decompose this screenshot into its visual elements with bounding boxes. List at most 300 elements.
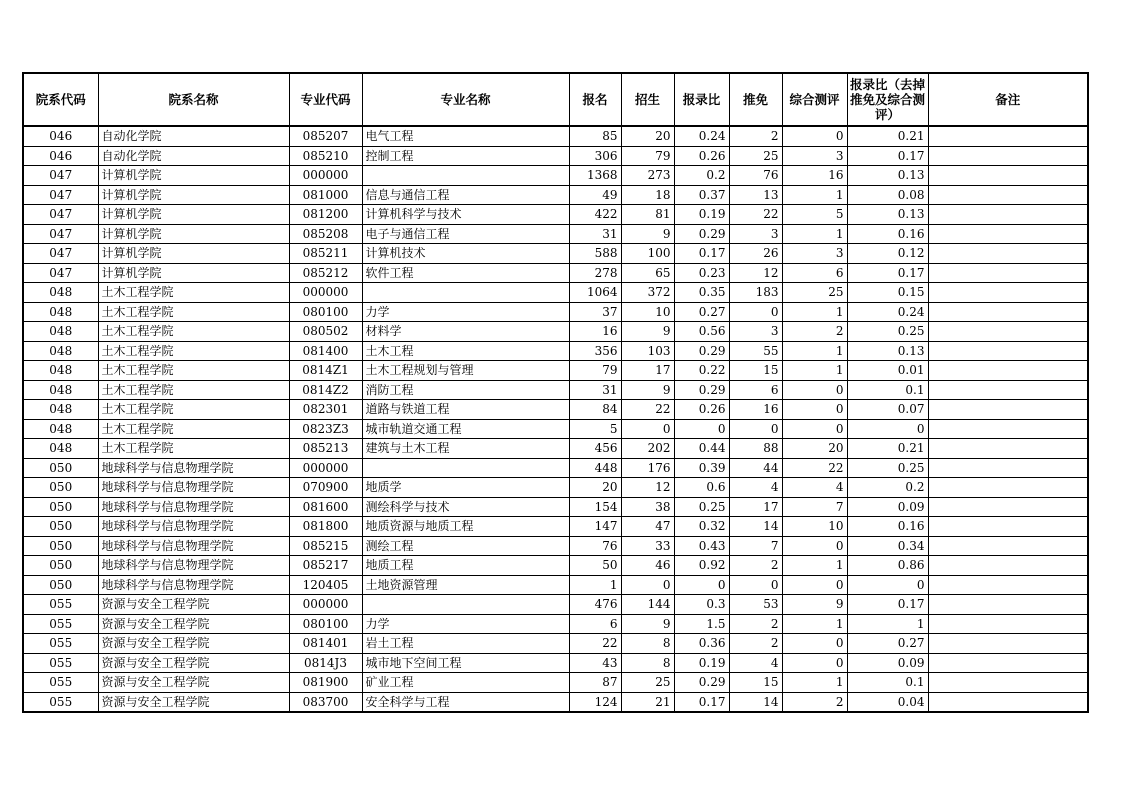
cell-dept-name: 计算机学院 bbox=[98, 244, 289, 264]
cell-major-code: 070900 bbox=[289, 478, 362, 498]
cell-admitted: 372 bbox=[621, 283, 674, 303]
cell-ratio-adjusted: 0.09 bbox=[847, 653, 928, 673]
cell-ratio: 0 bbox=[674, 419, 729, 439]
cell-comprehensive: 22 bbox=[782, 458, 847, 478]
cell-ratio-adjusted: 0.08 bbox=[847, 185, 928, 205]
cell-applicants: 31 bbox=[569, 380, 621, 400]
cell-dept-name: 土木工程学院 bbox=[98, 341, 289, 361]
table-row bbox=[23, 400, 1088, 420]
cell-major-name: 材料学 bbox=[362, 322, 569, 342]
cell-comprehensive: 1 bbox=[782, 302, 847, 322]
cell-dept-name: 土木工程学院 bbox=[98, 322, 289, 342]
cell-applicants: 448 bbox=[569, 458, 621, 478]
cell-comprehensive: 9 bbox=[782, 595, 847, 615]
cell-admitted: 25 bbox=[621, 673, 674, 693]
cell-dept-code: 055 bbox=[23, 692, 98, 712]
cell-major-name: 土木工程 bbox=[362, 341, 569, 361]
cell-major-name: 城市地下空间工程 bbox=[362, 653, 569, 673]
cell-ratio-adjusted: 0.21 bbox=[847, 439, 928, 459]
cell-admitted: 12 bbox=[621, 478, 674, 498]
cell-remarks bbox=[928, 380, 1088, 400]
table-row bbox=[23, 380, 1088, 400]
cell-recommended: 16 bbox=[729, 400, 782, 420]
cell-major-name: 测绘科学与技术 bbox=[362, 497, 569, 517]
cell-recommended: 2 bbox=[729, 126, 782, 146]
table-row bbox=[23, 439, 1088, 459]
table-row bbox=[23, 263, 1088, 283]
cell-major-name: 道路与铁道工程 bbox=[362, 400, 569, 420]
cell-applicants: 6 bbox=[569, 614, 621, 634]
cell-ratio-adjusted: 0 bbox=[847, 419, 928, 439]
cell-remarks bbox=[928, 185, 1088, 205]
table-row bbox=[23, 634, 1088, 654]
cell-dept-name: 地球科学与信息物理学院 bbox=[98, 575, 289, 595]
cell-remarks bbox=[928, 263, 1088, 283]
table-row bbox=[23, 575, 1088, 595]
cell-major-name: 力学 bbox=[362, 302, 569, 322]
table-row bbox=[23, 478, 1088, 498]
cell-major-code: 085211 bbox=[289, 244, 362, 264]
cell-major-code: 085215 bbox=[289, 536, 362, 556]
cell-major-name bbox=[362, 595, 569, 615]
cell-dept-name: 资源与安全工程学院 bbox=[98, 692, 289, 712]
cell-remarks bbox=[928, 614, 1088, 634]
cell-major-code: 083700 bbox=[289, 692, 362, 712]
header-recommended: 推免 bbox=[729, 73, 782, 126]
cell-major-code: 000000 bbox=[289, 595, 362, 615]
table-row bbox=[23, 361, 1088, 381]
cell-admitted: 9 bbox=[621, 380, 674, 400]
cell-comprehensive: 25 bbox=[782, 283, 847, 303]
cell-major-name: 电气工程 bbox=[362, 126, 569, 146]
cell-applicants: 306 bbox=[569, 146, 621, 166]
cell-admitted: 8 bbox=[621, 653, 674, 673]
header-ratio: 报录比 bbox=[674, 73, 729, 126]
cell-recommended: 4 bbox=[729, 653, 782, 673]
cell-major-code: 080502 bbox=[289, 322, 362, 342]
cell-applicants: 588 bbox=[569, 244, 621, 264]
cell-major-name bbox=[362, 166, 569, 186]
cell-dept-code: 050 bbox=[23, 497, 98, 517]
cell-ratio: 0.32 bbox=[674, 517, 729, 537]
cell-applicants: 22 bbox=[569, 634, 621, 654]
cell-ratio-adjusted: 0.12 bbox=[847, 244, 928, 264]
table-body bbox=[23, 126, 1088, 712]
cell-ratio: 0.24 bbox=[674, 126, 729, 146]
cell-ratio-adjusted: 0.07 bbox=[847, 400, 928, 420]
cell-ratio-adjusted: 0.86 bbox=[847, 556, 928, 576]
cell-major-name: 土木工程规划与管理 bbox=[362, 361, 569, 381]
cell-major-code: 085208 bbox=[289, 224, 362, 244]
cell-comprehensive: 0 bbox=[782, 634, 847, 654]
cell-recommended: 0 bbox=[729, 575, 782, 595]
cell-dept-code: 050 bbox=[23, 478, 98, 498]
cell-comprehensive: 1 bbox=[782, 224, 847, 244]
cell-major-code: 085210 bbox=[289, 146, 362, 166]
cell-ratio: 0.6 bbox=[674, 478, 729, 498]
cell-major-code: 080100 bbox=[289, 614, 362, 634]
cell-ratio-adjusted: 0.13 bbox=[847, 166, 928, 186]
cell-major-code: 000000 bbox=[289, 166, 362, 186]
cell-admitted: 18 bbox=[621, 185, 674, 205]
cell-ratio: 0.26 bbox=[674, 146, 729, 166]
cell-major-code: 085212 bbox=[289, 263, 362, 283]
cell-ratio-adjusted: 0.21 bbox=[847, 126, 928, 146]
cell-ratio: 0.22 bbox=[674, 361, 729, 381]
cell-major-code: 081800 bbox=[289, 517, 362, 537]
cell-dept-code: 047 bbox=[23, 166, 98, 186]
cell-recommended: 3 bbox=[729, 322, 782, 342]
header-major-code: 专业代码 bbox=[289, 73, 362, 126]
cell-ratio-adjusted: 0.27 bbox=[847, 634, 928, 654]
cell-ratio: 0.36 bbox=[674, 634, 729, 654]
cell-admitted: 273 bbox=[621, 166, 674, 186]
cell-dept-name: 计算机学院 bbox=[98, 263, 289, 283]
cell-major-name bbox=[362, 458, 569, 478]
cell-major-code: 085207 bbox=[289, 126, 362, 146]
cell-comprehensive: 5 bbox=[782, 205, 847, 225]
cell-remarks bbox=[928, 575, 1088, 595]
cell-remarks bbox=[928, 224, 1088, 244]
cell-ratio: 0.29 bbox=[674, 224, 729, 244]
cell-remarks bbox=[928, 458, 1088, 478]
cell-admitted: 46 bbox=[621, 556, 674, 576]
cell-major-code: 085217 bbox=[289, 556, 362, 576]
cell-remarks bbox=[928, 439, 1088, 459]
table-row bbox=[23, 419, 1088, 439]
cell-dept-code: 047 bbox=[23, 244, 98, 264]
cell-major-code: 081600 bbox=[289, 497, 362, 517]
cell-remarks bbox=[928, 673, 1088, 693]
cell-recommended: 15 bbox=[729, 673, 782, 693]
cell-admitted: 38 bbox=[621, 497, 674, 517]
table-row bbox=[23, 322, 1088, 342]
cell-dept-code: 050 bbox=[23, 458, 98, 478]
cell-dept-code: 050 bbox=[23, 517, 98, 537]
cell-dept-code: 048 bbox=[23, 322, 98, 342]
cell-dept-name: 土木工程学院 bbox=[98, 361, 289, 381]
cell-dept-name: 计算机学院 bbox=[98, 224, 289, 244]
cell-dept-name: 土木工程学院 bbox=[98, 419, 289, 439]
cell-admitted: 9 bbox=[621, 224, 674, 244]
cell-ratio-adjusted: 0.09 bbox=[847, 497, 928, 517]
cell-ratio-adjusted: 0.01 bbox=[847, 361, 928, 381]
cell-applicants: 87 bbox=[569, 673, 621, 693]
cell-dept-name: 资源与安全工程学院 bbox=[98, 614, 289, 634]
cell-ratio-adjusted: 0.1 bbox=[847, 380, 928, 400]
header-row bbox=[23, 73, 1088, 126]
cell-major-name: 建筑与土木工程 bbox=[362, 439, 569, 459]
cell-applicants: 1368 bbox=[569, 166, 621, 186]
cell-applicants: 5 bbox=[569, 419, 621, 439]
cell-major-name: 软件工程 bbox=[362, 263, 569, 283]
cell-dept-name: 土木工程学院 bbox=[98, 283, 289, 303]
cell-applicants: 37 bbox=[569, 302, 621, 322]
cell-applicants: 154 bbox=[569, 497, 621, 517]
cell-applicants: 1 bbox=[569, 575, 621, 595]
table-row bbox=[23, 692, 1088, 712]
header-ratio-adjusted: 报录比（去掉推免及综合测评） bbox=[847, 73, 928, 126]
cell-dept-name: 资源与安全工程学院 bbox=[98, 634, 289, 654]
cell-applicants: 76 bbox=[569, 536, 621, 556]
table-row bbox=[23, 673, 1088, 693]
cell-remarks bbox=[928, 341, 1088, 361]
cell-major-name: 矿业工程 bbox=[362, 673, 569, 693]
cell-major-code: 081400 bbox=[289, 341, 362, 361]
cell-recommended: 12 bbox=[729, 263, 782, 283]
cell-major-name: 地质学 bbox=[362, 478, 569, 498]
cell-major-code: 120405 bbox=[289, 575, 362, 595]
table-row bbox=[23, 556, 1088, 576]
cell-comprehensive: 2 bbox=[782, 692, 847, 712]
cell-dept-name: 土木工程学院 bbox=[98, 400, 289, 420]
cell-ratio: 0.29 bbox=[674, 341, 729, 361]
cell-applicants: 79 bbox=[569, 361, 621, 381]
cell-dept-name: 土木工程学院 bbox=[98, 302, 289, 322]
cell-ratio: 0.27 bbox=[674, 302, 729, 322]
cell-remarks bbox=[928, 497, 1088, 517]
cell-recommended: 4 bbox=[729, 478, 782, 498]
cell-recommended: 2 bbox=[729, 614, 782, 634]
cell-admitted: 8 bbox=[621, 634, 674, 654]
cell-dept-code: 055 bbox=[23, 634, 98, 654]
cell-dept-name: 计算机学院 bbox=[98, 185, 289, 205]
cell-admitted: 21 bbox=[621, 692, 674, 712]
cell-recommended: 15 bbox=[729, 361, 782, 381]
cell-ratio: 0.44 bbox=[674, 439, 729, 459]
cell-dept-name: 土木工程学院 bbox=[98, 439, 289, 459]
cell-major-name: 计算机技术 bbox=[362, 244, 569, 264]
cell-admitted: 79 bbox=[621, 146, 674, 166]
cell-ratio-adjusted: 0.04 bbox=[847, 692, 928, 712]
cell-applicants: 278 bbox=[569, 263, 621, 283]
cell-major-name: 城市轨道交通工程 bbox=[362, 419, 569, 439]
cell-major-name: 地质工程 bbox=[362, 556, 569, 576]
cell-dept-code: 048 bbox=[23, 380, 98, 400]
cell-ratio-adjusted: 0.13 bbox=[847, 205, 928, 225]
header-comprehensive: 综合测评 bbox=[782, 73, 847, 126]
table-row bbox=[23, 614, 1088, 634]
header-admitted: 招生 bbox=[621, 73, 674, 126]
cell-ratio-adjusted: 0.25 bbox=[847, 322, 928, 342]
cell-ratio: 0 bbox=[674, 575, 729, 595]
cell-ratio: 0.23 bbox=[674, 263, 729, 283]
table-row bbox=[23, 126, 1088, 146]
cell-admitted: 100 bbox=[621, 244, 674, 264]
cell-recommended: 13 bbox=[729, 185, 782, 205]
cell-ratio: 1.5 bbox=[674, 614, 729, 634]
cell-comprehensive: 1 bbox=[782, 673, 847, 693]
cell-major-code: 0823Z3 bbox=[289, 419, 362, 439]
cell-comprehensive: 6 bbox=[782, 263, 847, 283]
cell-ratio-adjusted: 0.2 bbox=[847, 478, 928, 498]
cell-remarks bbox=[928, 653, 1088, 673]
cell-comprehensive: 0 bbox=[782, 380, 847, 400]
cell-remarks bbox=[928, 400, 1088, 420]
cell-remarks bbox=[928, 244, 1088, 264]
cell-recommended: 17 bbox=[729, 497, 782, 517]
cell-applicants: 16 bbox=[569, 322, 621, 342]
cell-dept-name: 计算机学院 bbox=[98, 205, 289, 225]
cell-dept-name: 计算机学院 bbox=[98, 166, 289, 186]
header-remarks: 备注 bbox=[928, 73, 1088, 126]
cell-admitted: 10 bbox=[621, 302, 674, 322]
cell-ratio: 0.17 bbox=[674, 244, 729, 264]
cell-major-name bbox=[362, 283, 569, 303]
cell-dept-name: 地球科学与信息物理学院 bbox=[98, 478, 289, 498]
cell-applicants: 147 bbox=[569, 517, 621, 537]
cell-dept-code: 048 bbox=[23, 341, 98, 361]
cell-major-name: 信息与通信工程 bbox=[362, 185, 569, 205]
header-major-name: 专业名称 bbox=[362, 73, 569, 126]
cell-ratio: 0.39 bbox=[674, 458, 729, 478]
cell-major-code: 081200 bbox=[289, 205, 362, 225]
cell-applicants: 124 bbox=[569, 692, 621, 712]
cell-dept-name: 资源与安全工程学院 bbox=[98, 653, 289, 673]
table-row bbox=[23, 166, 1088, 186]
cell-dept-code: 048 bbox=[23, 283, 98, 303]
table-row bbox=[23, 497, 1088, 517]
table-row bbox=[23, 341, 1088, 361]
table-row bbox=[23, 536, 1088, 556]
cell-recommended: 55 bbox=[729, 341, 782, 361]
cell-remarks bbox=[928, 166, 1088, 186]
cell-dept-code: 048 bbox=[23, 302, 98, 322]
table-row bbox=[23, 653, 1088, 673]
cell-dept-code: 055 bbox=[23, 595, 98, 615]
cell-comprehensive: 10 bbox=[782, 517, 847, 537]
cell-major-code: 081900 bbox=[289, 673, 362, 693]
cell-remarks bbox=[928, 302, 1088, 322]
cell-ratio: 0.3 bbox=[674, 595, 729, 615]
cell-applicants: 85 bbox=[569, 126, 621, 146]
cell-ratio: 0.92 bbox=[674, 556, 729, 576]
cell-admitted: 33 bbox=[621, 536, 674, 556]
table-row bbox=[23, 458, 1088, 478]
cell-recommended: 6 bbox=[729, 380, 782, 400]
cell-major-code: 000000 bbox=[289, 458, 362, 478]
cell-comprehensive: 0 bbox=[782, 419, 847, 439]
cell-dept-name: 自动化学院 bbox=[98, 126, 289, 146]
cell-comprehensive: 3 bbox=[782, 146, 847, 166]
cell-applicants: 49 bbox=[569, 185, 621, 205]
cell-major-name: 安全科学与工程 bbox=[362, 692, 569, 712]
cell-ratio: 0.19 bbox=[674, 205, 729, 225]
cell-remarks bbox=[928, 419, 1088, 439]
cell-ratio-adjusted: 0.17 bbox=[847, 146, 928, 166]
cell-major-name: 控制工程 bbox=[362, 146, 569, 166]
cell-applicants: 422 bbox=[569, 205, 621, 225]
cell-ratio: 0.26 bbox=[674, 400, 729, 420]
cell-ratio-adjusted: 0.13 bbox=[847, 341, 928, 361]
table-row bbox=[23, 517, 1088, 537]
cell-applicants: 31 bbox=[569, 224, 621, 244]
cell-ratio-adjusted: 0.17 bbox=[847, 263, 928, 283]
cell-dept-name: 地球科学与信息物理学院 bbox=[98, 556, 289, 576]
cell-dept-code: 055 bbox=[23, 653, 98, 673]
cell-remarks bbox=[928, 322, 1088, 342]
cell-applicants: 20 bbox=[569, 478, 621, 498]
cell-remarks bbox=[928, 692, 1088, 712]
cell-admitted: 17 bbox=[621, 361, 674, 381]
cell-admitted: 144 bbox=[621, 595, 674, 615]
cell-comprehensive: 0 bbox=[782, 653, 847, 673]
cell-comprehensive: 1 bbox=[782, 614, 847, 634]
cell-comprehensive: 2 bbox=[782, 322, 847, 342]
cell-major-name: 消防工程 bbox=[362, 380, 569, 400]
cell-dept-code: 048 bbox=[23, 439, 98, 459]
cell-major-code: 081401 bbox=[289, 634, 362, 654]
cell-admitted: 20 bbox=[621, 126, 674, 146]
cell-dept-code: 048 bbox=[23, 419, 98, 439]
cell-applicants: 1064 bbox=[569, 283, 621, 303]
cell-admitted: 65 bbox=[621, 263, 674, 283]
cell-major-code: 0814Z1 bbox=[289, 361, 362, 381]
cell-remarks bbox=[928, 556, 1088, 576]
table-row bbox=[23, 146, 1088, 166]
cell-major-name: 土地资源管理 bbox=[362, 575, 569, 595]
cell-dept-name: 资源与安全工程学院 bbox=[98, 595, 289, 615]
cell-major-name: 计算机科学与技术 bbox=[362, 205, 569, 225]
cell-dept-code: 047 bbox=[23, 263, 98, 283]
cell-recommended: 14 bbox=[729, 692, 782, 712]
cell-dept-code: 050 bbox=[23, 556, 98, 576]
cell-ratio-adjusted: 0 bbox=[847, 575, 928, 595]
cell-ratio-adjusted: 0.17 bbox=[847, 595, 928, 615]
cell-dept-code: 048 bbox=[23, 400, 98, 420]
cell-comprehensive: 0 bbox=[782, 536, 847, 556]
cell-major-name: 地质资源与地质工程 bbox=[362, 517, 569, 537]
cell-remarks bbox=[928, 595, 1088, 615]
cell-dept-name: 地球科学与信息物理学院 bbox=[98, 536, 289, 556]
cell-comprehensive: 1 bbox=[782, 556, 847, 576]
cell-major-code: 000000 bbox=[289, 283, 362, 303]
cell-major-name: 岩土工程 bbox=[362, 634, 569, 654]
cell-major-name: 测绘工程 bbox=[362, 536, 569, 556]
cell-comprehensive: 0 bbox=[782, 126, 847, 146]
cell-recommended: 183 bbox=[729, 283, 782, 303]
cell-applicants: 456 bbox=[569, 439, 621, 459]
cell-dept-code: 055 bbox=[23, 614, 98, 634]
header-applicants: 报名 bbox=[569, 73, 621, 126]
cell-major-code: 085213 bbox=[289, 439, 362, 459]
table-row bbox=[23, 205, 1088, 225]
cell-recommended: 22 bbox=[729, 205, 782, 225]
cell-ratio-adjusted: 0.1 bbox=[847, 673, 928, 693]
table-row bbox=[23, 185, 1088, 205]
cell-dept-code: 050 bbox=[23, 536, 98, 556]
cell-ratio: 0.25 bbox=[674, 497, 729, 517]
cell-comprehensive: 7 bbox=[782, 497, 847, 517]
cell-admitted: 9 bbox=[621, 322, 674, 342]
cell-recommended: 0 bbox=[729, 302, 782, 322]
cell-recommended: 3 bbox=[729, 224, 782, 244]
cell-dept-code: 055 bbox=[23, 673, 98, 693]
cell-recommended: 25 bbox=[729, 146, 782, 166]
cell-ratio-adjusted: 0.25 bbox=[847, 458, 928, 478]
cell-ratio: 0.19 bbox=[674, 653, 729, 673]
cell-major-code: 082301 bbox=[289, 400, 362, 420]
cell-recommended: 0 bbox=[729, 419, 782, 439]
cell-dept-name: 土木工程学院 bbox=[98, 380, 289, 400]
cell-recommended: 2 bbox=[729, 634, 782, 654]
cell-applicants: 476 bbox=[569, 595, 621, 615]
cell-ratio-adjusted: 0.34 bbox=[847, 536, 928, 556]
table-row bbox=[23, 595, 1088, 615]
cell-remarks bbox=[928, 361, 1088, 381]
cell-comprehensive: 0 bbox=[782, 400, 847, 420]
cell-major-code: 0814Z2 bbox=[289, 380, 362, 400]
